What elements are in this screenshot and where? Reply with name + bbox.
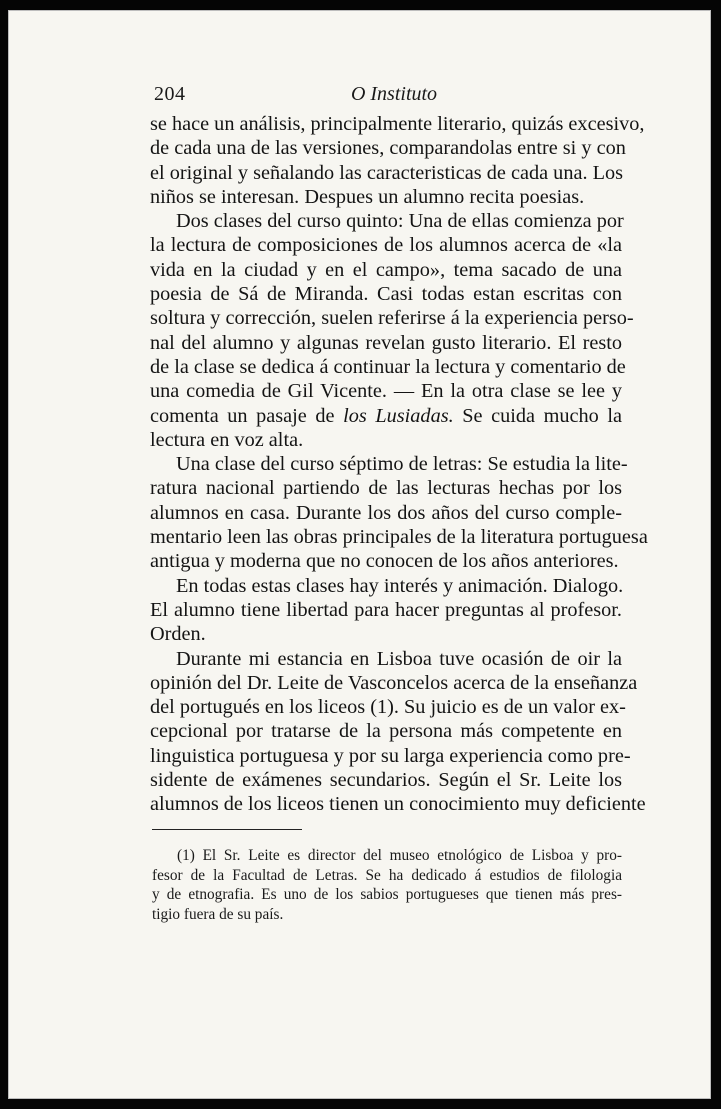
body-text — [150, 112, 648, 817]
text-line: Dos clases del curso quinto: Una de ellas comienza por — [176, 210, 624, 233]
text-line: de cada una de las versiones, comparandolas entre si y con — [150, 137, 626, 160]
text-line: antigua y moderna que no conocen de los años anteriores. — [150, 550, 619, 573]
footnote-line: (1) El Sr. Leite es director del museo etnológico de Lisboa y pro- — [177, 847, 622, 864]
text-line: sidente de exámenes secundarios. Según el Sr. Leite los — [150, 769, 622, 792]
text-line: Orden. — [150, 623, 206, 646]
text-line: poesia de Sá de Miranda. Casi todas estan escritas con — [150, 283, 622, 306]
footnote-line: y de etnografia. Es uno de los sabios portugueses que tienen más pres- — [152, 886, 622, 903]
text-line: Una clase del curso séptimo de letras: Se estudia la lite- — [176, 453, 628, 476]
text-line: linguistica portuguesa y por su larga experiencia como pre- — [150, 744, 631, 767]
text-line: El alumno tiene libertad para hacer preguntas al profesor. — [150, 598, 622, 621]
text-run: comenta un pasaje de — [150, 404, 344, 427]
text-line: la lectura de composiciones de los alumnos acerca de «la — [150, 234, 622, 257]
text-line: de la clase se dedica á continuar la lectura y comentario de — [150, 355, 626, 378]
footnote-rule — [152, 829, 302, 830]
footnote — [152, 846, 622, 924]
text-line: mentario leen las obras principales de la literatura portuguesa — [150, 526, 648, 549]
text-line: una comedia de Gil Vicente. — En la otra clase se lee y — [150, 380, 622, 403]
text-line: nal del alumno y algunas revelan gusto literario. El resto — [150, 331, 622, 354]
text-line: vida en la ciudad y en el campo», tema sacado de una — [150, 258, 622, 281]
page-number: 204 — [154, 83, 186, 105]
text-line: se hace un análisis, principalmente literario, quizás excesivo, — [150, 113, 645, 135]
text-line: del portugués en los liceos (1). Su juicio es de un valor ex- — [150, 696, 626, 719]
text-line: cepcional por tratarse de la persona más competente en — [150, 720, 622, 743]
text-run: Se cuida mucho la — [453, 404, 622, 427]
text-line: lectura en voz alta. — [150, 428, 304, 451]
page-header — [154, 83, 634, 111]
footnote-line: tigio fuera de su país. — [152, 905, 284, 923]
text-line: opinión del Dr. Leite de Vasconcelos acerca de la enseñanza — [150, 671, 638, 694]
text-line: alumnos en casa. Durante los dos años del curso comple- — [150, 501, 622, 524]
text-line: soltura y corrección, suelen referirse á la experiencia perso- — [150, 307, 634, 330]
text-line: alumnos de los liceos tienen un conocimiento muy deficiente — [150, 793, 646, 816]
text-line — [150, 404, 622, 428]
text-line: En todas estas clases hay interés y animación. Dialogo. — [176, 574, 624, 597]
text-line: niños se interesan. Despues un alumno recita poesias. — [150, 185, 585, 208]
running-title: O Instituto — [350, 83, 438, 105]
text-line: Durante mi estancia en Lisboa tuve ocasión de oir la — [176, 647, 622, 670]
italic-title: los Lusiadas. — [343, 404, 454, 427]
text-line: ratura nacional partiendo de las lecturas hechas por los — [150, 477, 622, 500]
footnote-line: fesor de la Facultad de Letras. Se ha dedicado á estudios de filologia — [152, 866, 622, 884]
text-line: el original y señalando las caracteristicas de cada una. Los — [150, 161, 624, 184]
